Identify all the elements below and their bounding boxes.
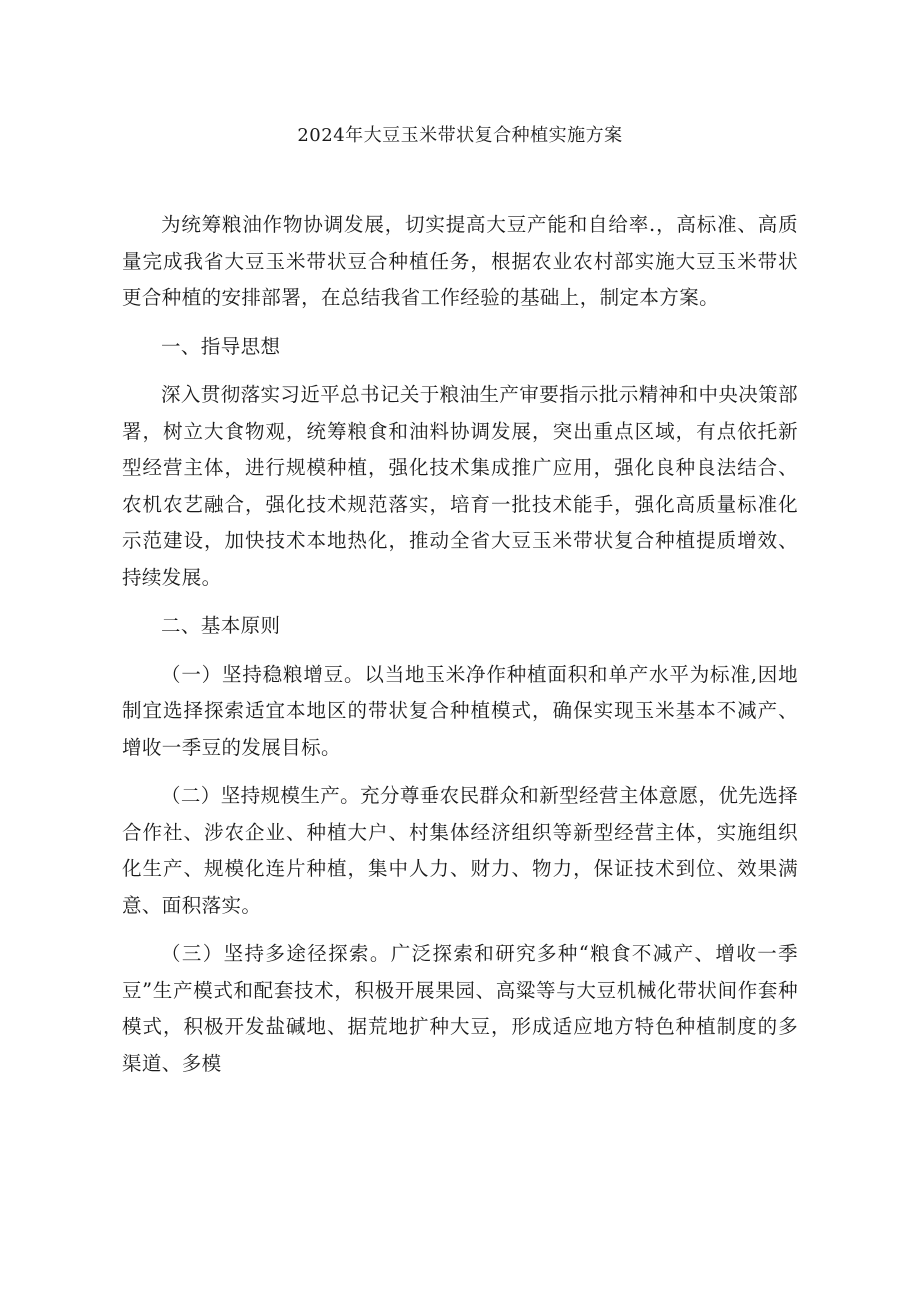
principle-paragraph-3: （三）坚持多途径探索。广泛探索和研究多种“粮食不减产、增收一季豆”生产模式和配套技术，积极开展果园、高粱等与大豆机械化带状间作套种模式，积极开发盐碱地、据荒地扩种大豆，形成适应地方特色种植制度的多渠道、多模 xyxy=(122,942,798,1075)
intro-paragraph: 为统筹粮油作物协调发展，切实提高大豆产能和自给率.，高标准、高质量完成我省大豆玉米带状豆合种植任务，根据农业农村部实施大豆玉米带状更合种植的安排部署，在总结我省工作经验的基础上，制定本方案。 xyxy=(122,213,798,309)
principle-paragraph-2: （二）坚持规模生产。充分尊垂农民群众和新型经营主体意愿，优先选择合作社、涉农企业、种植大户、村集体经济组织等新型经营主体，实施组织化生产、规模化连片种植，集中人力、财力、物力，保证技术到位、效果满意、面积落实。 xyxy=(122,784,798,917)
section-heading-basic-principles: 二、基本原则 xyxy=(161,614,281,637)
guiding-ideology-paragraph: 深入贯彻落实习近平总书记关于粮油生产审要指示批示精神和中央决策部署，树立大食物观，统筹粮食和油料协调发展，突出重点区域，有点依托新型经营主体，进行规模种植，强化技术集成推广应用，强化良种良法结合、农机农艺融合，强化技术规范落实，培育一批技术能手，强化高质量标准化示范建设，加快技术本地热化，推动全省大豆玉米带状复合种植提质增效、持续发展。 xyxy=(122,383,798,589)
principle-paragraph-1: （一）坚持稳粮增豆。以当地玉米净作种植面积和单产水平为标准,因地制宜选择探索适宜本地区的带状复合种植模式，确保实现玉米基本不减产、增收一季豆的发展目标。 xyxy=(122,662,798,759)
document-title: 2024年大豆玉米带状复合种植实施方案 xyxy=(297,125,623,146)
section-heading-guiding-ideology: 一、指导思想 xyxy=(161,334,281,358)
document-body xyxy=(122,207,798,1094)
